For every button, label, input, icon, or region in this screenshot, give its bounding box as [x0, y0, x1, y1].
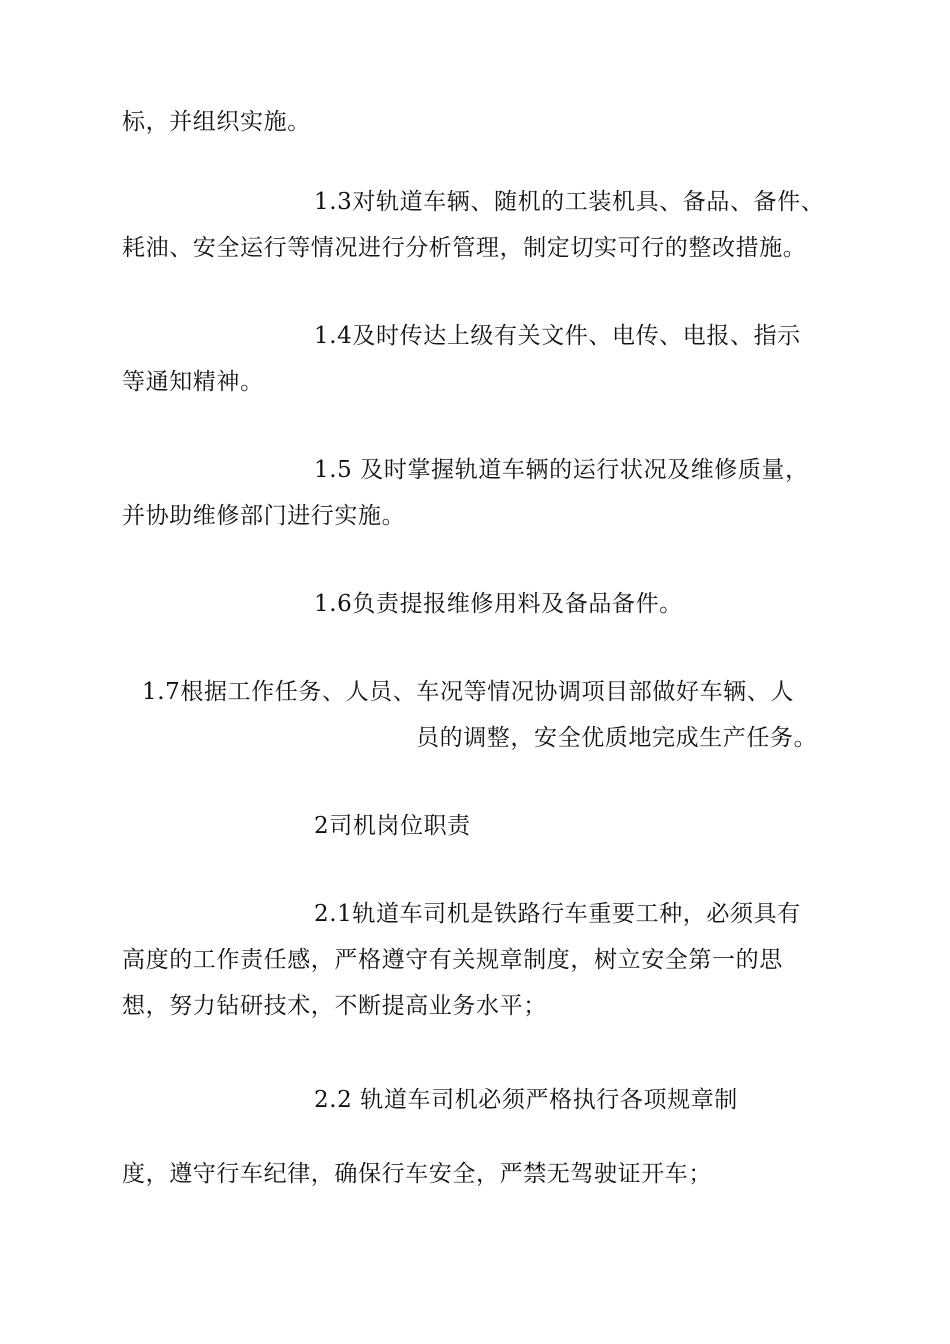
item-1-4-line-1: 1.4及时传达上级有关文件、电传、电报、指示 [314, 323, 801, 349]
item-2-1-line-1: 2.1轨道车司机是铁路行车重要工种，必须具有 [314, 901, 801, 927]
text-line-1: 标，并组织实施。 [122, 109, 311, 135]
section-heading: 2司机岗位职责 [314, 813, 471, 839]
item-1-5-line-2: 并协助维修部门进行实施。 [122, 503, 406, 529]
item-1-7-line-1: 1.7根据工作任务、人员、车况等情况协调项目部做好车辆、人 [142, 679, 794, 705]
item-2-2-line-1: 2.2 轨道车司机必须严格执行各项规章制 [314, 1087, 738, 1113]
item-1-5-line-1: 1.5 及时掌握轨道车辆的运行状况及维修质量， [314, 457, 809, 483]
item-2-1-line-3: 想，努力钻研技术，不断提高业务水平； [122, 993, 547, 1019]
item-2-1-line-2: 高度的工作责任感，严格遵守有关规章制度，树立安全第一的思 [122, 947, 783, 973]
item-2-2-line-2: 度，遵守行车纪律，确保行车安全，严禁无驾驶证开车； [122, 1161, 712, 1187]
item-1-3-line-2: 耗油、安全运行等情况进行分析管理，制定切实可行的整改措施。 [122, 235, 807, 261]
item-1-6: 1.6负责提报维修用料及备品备件。 [314, 591, 683, 617]
item-1-7-line-2: 员的调整，安全优质地完成生产任务。 [416, 725, 818, 751]
item-1-3-line-1: 1.3对轨道车辆、随机的工装机具、备品、备件、 [314, 189, 825, 215]
item-1-4-line-2: 等通知精神。 [122, 369, 264, 395]
